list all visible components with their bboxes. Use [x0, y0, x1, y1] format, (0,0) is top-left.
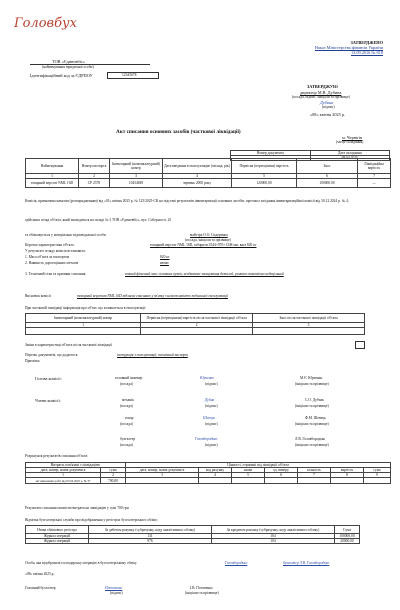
act-place: м. Чернігів — [342, 135, 363, 140]
acc-header: Сума — [335, 526, 360, 534]
col-num: 3 — [110, 174, 163, 179]
p7-value: немає — [160, 261, 169, 265]
signoff-sig: Головбородько — [225, 561, 248, 565]
col-header: Ліквідаційна вартість — [358, 159, 391, 174]
results-table — [25, 462, 391, 484]
col-header: Первісна (переоцінена) вартість — [232, 159, 297, 174]
cell-cost: 120000,00 — [232, 179, 297, 188]
doc-date-header: Дата складання — [310, 151, 390, 156]
results-num: 5 — [232, 473, 265, 478]
results-col: сума — [364, 468, 391, 473]
member-pos: токар — [125, 416, 134, 420]
chief-sig-caption: (підпис) — [110, 591, 123, 595]
results-col: код рахунку — [199, 468, 232, 473]
results-num: 7 — [298, 473, 331, 478]
doc-num-header: Номер документа — [231, 151, 311, 156]
pos-caption: (посада) — [120, 404, 133, 408]
pos-caption: (посада) — [120, 443, 133, 447]
asset-table — [25, 158, 391, 188]
col-num: 6 — [297, 174, 358, 179]
costs-header: Витрати, пов'язані з ліквідацією — [26, 463, 126, 468]
p1: Комісія, призначена наказом (розпорядженням) від «01» квітня 2025 р. № 125/2025-СК на підставі результатів інвентаризації основних засобів, протокол засідання інвентаризаційної комісії від 30.12.2024 р. № 4, — [25, 199, 349, 203]
p5: У результаті огляду комісія встановила: — [25, 249, 86, 253]
member-name: Л.В. Головбородько — [295, 437, 326, 441]
chief-sig: Потапенко — [105, 586, 123, 590]
approve-date: «08» квітня 2025 р. — [310, 112, 346, 117]
p8-value: повний фізичний знос основних вузлів, неоднакове зношування деталей, ремонт економічно недоцільний — [125, 272, 284, 276]
member-name: С.О. Дубчак — [305, 398, 324, 402]
partial-header: Знос після часткової ліквідації об'єкта — [253, 314, 365, 323]
col-header: Знос — [297, 159, 358, 174]
p6-label: 1. Маса об'єкта за паспортом — [25, 255, 70, 259]
partial-header: Інвентарний (номенклатурний) номер — [26, 314, 141, 323]
logo: Головбух — [14, 16, 77, 31]
name-caption: (ініціали та прізвище) — [295, 404, 329, 408]
p9-value: токарний верстат NML 16D підлягає списанню у зв'язку з неможливістю подальшої експлуатації — [77, 294, 229, 298]
p4-value: токарний верстат NML 16D, габарити 3544×970×1348 мм, вага 820 кг — [150, 243, 257, 247]
p8-label: 3. Технічний стан та причини списання — [25, 272, 86, 276]
results-title: Розрахунок результатів списання об'єкта: — [25, 454, 89, 458]
org-caption: (найменування юридичної особи) — [42, 65, 94, 69]
member-name: М.Є. Юрченко — [300, 376, 323, 380]
signoff-date: «08» квітня 2025 р. — [25, 572, 55, 576]
cell-wear: 100000,00 — [297, 179, 358, 188]
chief-label: Головний бухгалтер — [25, 586, 56, 590]
acc-cell: 100000,00 — [335, 534, 360, 539]
acc-header: Назва облікового регістра — [26, 526, 89, 534]
accounting-table — [25, 525, 360, 544]
partial-num: 3 — [253, 323, 365, 328]
name-caption: (ініціали та прізвище) — [295, 443, 329, 447]
values-header: Цінності, отримані від ліквідації об'єкта — [126, 463, 391, 468]
acc-cell: 976 — [89, 539, 212, 544]
acc-cell: 131 — [89, 534, 212, 539]
p3-caption: (посада, ініціали та прізвище) — [185, 237, 231, 242]
cell-name: токарний верстат NML 16D — [26, 179, 79, 188]
sig-caption: (підпис) — [205, 443, 218, 447]
changes-p3: Примітка — [25, 359, 40, 363]
results-num: 8 — [331, 473, 364, 478]
p3-value: майстра О.О. Сидоренка — [190, 233, 228, 237]
name-caption: (ініціали та прізвище) — [295, 422, 329, 426]
partial-num: 1 — [26, 323, 141, 328]
approve-director: директор М.В. Дубина — [300, 90, 342, 95]
edrpou-value: 12345678 — [122, 72, 137, 77]
cell-passport: СР 2578 — [79, 179, 110, 188]
p9-label: Висновок комісії — [25, 294, 51, 298]
results-num: 9 — [364, 473, 391, 478]
results-col: дата, номер, назва документа — [26, 468, 101, 473]
p3-label: та обліковується у матеріально відповідальної особи — [25, 233, 106, 237]
results-col: кількість — [298, 468, 331, 473]
member-sig: Юрченко — [200, 376, 214, 380]
edrpou-label: Ідентифікаційний код за ЄДРПОУ — [30, 73, 93, 78]
p4-label: Коротка характеристика об'єкта — [25, 243, 74, 247]
sig-caption: (підпис) — [205, 422, 218, 426]
p10: При частковій ліквідації інформація про об'єкт, що залишається в експлуатації: — [25, 306, 147, 310]
col-header: Найменування — [26, 159, 79, 174]
results-col: вартість — [331, 468, 364, 473]
member-pos: бухгалтер — [120, 437, 136, 441]
cell-liquidation: — — [358, 179, 391, 188]
member-name: Ф.М. Шевець — [305, 416, 326, 420]
col-num: 1 — [26, 174, 79, 179]
act-title: Акт списання основних засобів (часткової ліквідації) — [116, 129, 241, 135]
cell-inventory: 10454849 — [110, 179, 163, 188]
results-col: назва — [232, 468, 265, 473]
cell-date: червень 2000 року — [163, 179, 232, 188]
changes-p2: Перелік документів, що додається — [25, 353, 78, 357]
approve-signature: Дубина — [320, 100, 334, 105]
results-col: дата, номер, назва документа — [126, 468, 199, 473]
acc-cell: 104 — [212, 539, 335, 544]
chief-name: І.В. Потапенко — [190, 586, 213, 590]
member-sig: Головбородько — [195, 437, 218, 441]
results-col: од. виміру — [265, 468, 298, 473]
name-caption: (ініціали та прізвище) — [295, 382, 329, 386]
col-num: 4 — [163, 174, 232, 179]
results-num: 2 — [101, 473, 126, 478]
result-line: Результати списання повністю витрати на ліквідацію у сумі 700 грн — [25, 506, 129, 510]
results-col: сума — [101, 468, 126, 473]
acc-cell: 104 — [212, 534, 335, 539]
member-sig: Дубик — [205, 398, 215, 402]
doc-date: 08.04.2025 — [310, 156, 390, 161]
member-pos: механік — [122, 398, 134, 402]
org-name: ТОВ «Єдиновбіс» — [52, 59, 85, 64]
col-header: Дата введення в експлуатацію (місяць, рік) — [163, 159, 232, 174]
results-num: 3 — [126, 473, 199, 478]
p7-label: 2. Наявність дорогоцінних металів — [25, 261, 79, 265]
accounting-title: Відмітка бухгалтерської служби про відображення у регістрах бухгалтерського обліку: — [25, 518, 158, 522]
chief-name-caption: (ініціали та прізвище) — [185, 591, 219, 595]
col-num: 5 — [232, 174, 297, 179]
member-sig: Шевчук — [203, 416, 215, 420]
signoff-name: бухгалтер Л.В. Головбородько — [283, 561, 330, 565]
sig-caption: (підпис) — [205, 382, 218, 386]
act-place-caption: (місце складання) — [336, 140, 364, 144]
sig-caption: (підпис) — [205, 404, 218, 408]
acc-cell: Журнал операцій — [26, 539, 89, 544]
results-num: 1 — [26, 473, 101, 478]
col-header: Інвентарний (номенклатурний) номер — [110, 159, 163, 174]
approval-line2: 13.09.2016 № 818 — [350, 50, 383, 55]
col-num: 2 — [79, 174, 110, 179]
results-num: 4 — [199, 473, 232, 478]
approve-sig-caption: (підпис) — [322, 105, 335, 109]
p6-value: 820 кг — [160, 255, 170, 259]
col-num: 7 — [358, 174, 391, 179]
partial-header: Первісна (переоцінена) вартість після часткової ліквідації об'єкта — [141, 314, 253, 323]
col-header: Номер паспорта — [79, 159, 110, 174]
results-row1-doc: акт виконаних робіт від 05.04.2025 р. № 37 — [26, 478, 101, 484]
acc-header: За кредитом рахунку (субрахунку, коду аналітичного обліку) — [212, 526, 335, 534]
approval-line1: Наказ Міністерства фінансів України — [314, 45, 383, 50]
results-row1-sum: 700,00 — [101, 478, 126, 484]
member-pos: головний інженер — [115, 376, 143, 380]
p2: здійснила огляд об'єкта, який знаходиться на складі № 3 ТОВ «Єдиновбіс», вул. Соборності, 25 — [25, 218, 172, 222]
pos-caption: (посада) — [120, 422, 133, 426]
acc-header: За дебетом рахунку (субрахунку, коду аналітичного обліку) — [89, 526, 212, 534]
changes-p2-value: інструкція з експлуатації, технічний паспорт — [117, 353, 188, 357]
partial-num: 2 — [141, 323, 253, 328]
results-num: 6 — [265, 473, 298, 478]
approve-director-caption: (посада, підпис, ініціали та прізвище) — [292, 95, 350, 99]
pos-caption: (посада) — [120, 382, 133, 386]
head-label: Голова комісії: — [35, 376, 62, 381]
approve-title: ЗАТВЕРДЖУЮ — [307, 84, 338, 89]
members-label: Члени комісії: — [35, 398, 61, 403]
approval-title: ЗАТВЕРДЖЕНО — [350, 40, 383, 45]
partial-table — [25, 313, 365, 335]
acc-cell: Журнал операцій — [26, 534, 89, 539]
acc-cell: 20000,00 — [335, 539, 360, 544]
signoff-label: Особа, яка відобразила господарську операцію в бухгалтерському обліку — [25, 561, 137, 565]
changes-p1: Зміни в характеристиці об'єкта після часткової ліквідації — [25, 343, 112, 347]
